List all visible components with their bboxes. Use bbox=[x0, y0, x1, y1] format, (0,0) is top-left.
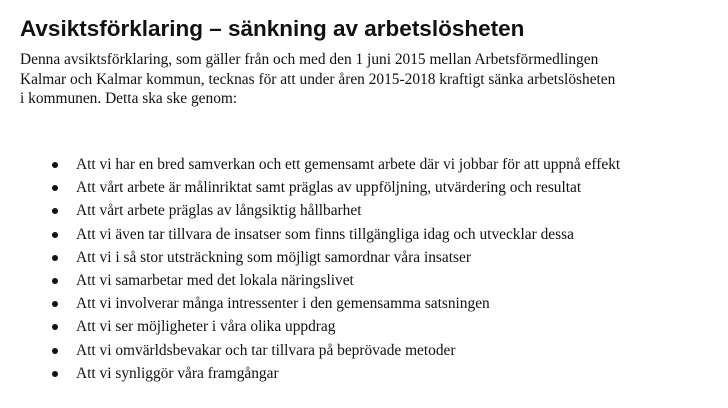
bullet-icon bbox=[52, 208, 58, 214]
bullet-text: Att vårt arbete präglas av långsiktig hållbarhet bbox=[76, 202, 362, 220]
bullet-icon bbox=[52, 371, 58, 377]
bullet-icon bbox=[52, 162, 58, 168]
intro-paragraph bbox=[20, 50, 615, 109]
bullet-text: Att vi i så stor utsträckning som möjligt samordnar våra insatser bbox=[76, 248, 471, 266]
bullet-text: Att vi omvärldsbevakar och tar tillvara på beprövade metoder bbox=[76, 341, 456, 359]
bullet-text: Att vi samarbetar med det lokala näringslivet bbox=[76, 271, 354, 289]
bullet-icon bbox=[52, 324, 58, 330]
bullet-text: Att vi involverar många intressenter i den gemensamma satsningen bbox=[76, 295, 490, 313]
bullet-text: Att vi synliggör våra framgångar bbox=[76, 364, 279, 382]
bullet-text: Att vårt arbete är målinriktat samt präglas av uppföljning, utvärdering och resultat bbox=[76, 179, 582, 197]
bullet-icon bbox=[52, 255, 58, 261]
bullet-icon bbox=[52, 232, 58, 238]
intro-line: i kommunen. Detta ska ske genom: bbox=[20, 90, 238, 107]
intro-line: Kalmar och Kalmar kommun, tecknas för att under åren 2015-2018 kraftigt sänka arbetslösheten bbox=[20, 70, 616, 88]
bullet-icon bbox=[52, 301, 58, 307]
intro-line: Denna avsiktsförklaring, som gäller från och med den 1 juni 2015 mellan Arbetsförmedlingen bbox=[20, 51, 599, 68]
bullet-text: Att vi ser möjligheter i våra olika uppdrag bbox=[76, 318, 336, 336]
document-title: Avsiktsförklaring – sänkning av arbetslösheten bbox=[20, 16, 525, 41]
bullet-icon bbox=[52, 185, 58, 191]
bullet-text: Att vi även tar tillvara de insatser som finns tillgängliga idag och utvecklar dessa bbox=[76, 225, 574, 243]
bullet-text: Att vi har en bred samverkan och ett gemensamt arbete där vi jobbar för att uppnå effekt bbox=[76, 156, 621, 173]
bullet-icon bbox=[52, 348, 58, 354]
bullet-icon bbox=[52, 278, 58, 284]
